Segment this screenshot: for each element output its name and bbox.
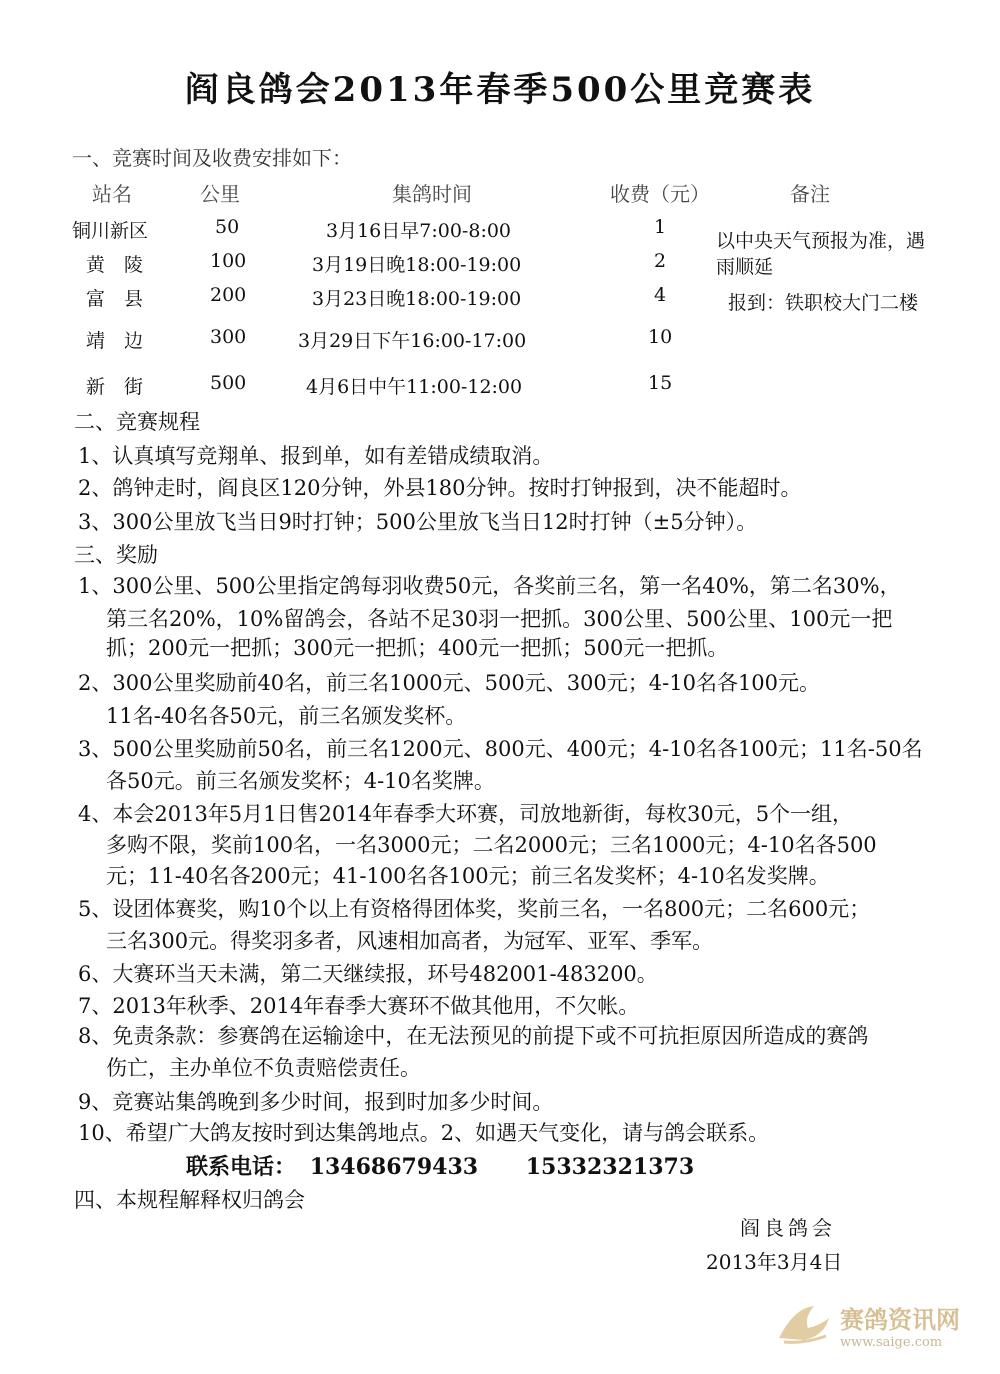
- site-watermark: [774, 1298, 960, 1352]
- contact-line: [186, 1150, 734, 1181]
- reward-item-continued: 各50元。前三名颁发奖杯；4-10名奖牌。: [106, 769, 495, 793]
- schedule-header: [0, 178, 1000, 208]
- rule-item: 3、300公里放飞当日9时打钟；500公里放飞当日12时打钟（±5分钟）。: [78, 510, 758, 534]
- watermark-url: www.saige.com: [840, 1335, 943, 1350]
- station-time: 4月6日中午11:00-12:00: [306, 376, 523, 398]
- station-time: 3月29日下午16:00-17:00: [298, 330, 527, 352]
- header-fee: 收费（元）: [610, 182, 710, 206]
- reward-item-continued: 多购不限，奖前100名，一名3000元；二名2000元；三名1000元；4-10名各500: [106, 833, 877, 857]
- station-name: 铜川新区: [72, 220, 149, 242]
- pigeon-logo-icon: [774, 1298, 834, 1352]
- contact-phone-2: 15332321373: [525, 1154, 695, 1180]
- station-name: 黄 陵: [86, 254, 144, 276]
- reward-item-continued: 第三名20%，10%留鸽会，各站不足30羽一把抓。300公里、500公里、100元一把: [106, 607, 893, 631]
- rule-item: 1、认真填写竞翔单、报到单，如有差错成绩取消。: [78, 444, 554, 468]
- reward-item: 6、大赛环当天未满，第二天继续报，环号482001-483200。: [78, 962, 658, 986]
- reward-item: 2、300公里奖励前40名，前三名1000元、500元、300元；4-10名各100元。: [78, 671, 821, 695]
- document-title: 阎良鸽会2013年春季500公里竞赛表: [184, 70, 816, 110]
- station-time: 3月16日早7:00-8:00: [326, 220, 512, 242]
- header-station: 站名: [92, 182, 132, 206]
- station-name: 靖 边: [86, 330, 144, 352]
- station-distance: 500: [210, 372, 247, 394]
- reward-item: 5、设团体赛奖，购10个以上有资格得团体奖，奖前三名，一名800元；二名600元；: [78, 897, 871, 921]
- rule-item: 2、鸽钟走时，阎良区120分钟，外县180分钟。按时打钟报到，决不能超时。: [78, 476, 802, 500]
- watermark-site-name: 赛鸽资讯网: [840, 1305, 960, 1334]
- station-distance: 300: [210, 326, 247, 348]
- station-fee: 2: [654, 250, 667, 272]
- reward-item: 8、免责条款：参赛鸽在运输途中，在无法预见的前提下或不可抗拒原因所造成的赛鸽: [78, 1024, 869, 1048]
- contact-label: 联系电话：: [186, 1154, 297, 1180]
- station-time: 3月23日晚18:00-19:00: [312, 288, 522, 310]
- section-3-heading: 三、奖励: [74, 543, 158, 567]
- header-time: 集鸽时间: [392, 182, 472, 206]
- reward-item: 9、竞赛站集鸽晚到多少时间，报到时加多少时间。: [78, 1090, 554, 1114]
- signature-date: 2013年3月4日: [706, 1250, 843, 1274]
- reward-item-continued: 三名300元。得奖羽多者，风速相加高者，为冠军、亚军、季军。: [106, 929, 714, 953]
- schedule-row: [0, 326, 1000, 356]
- reward-item: 10、希望广大鸽友按时到达集鸽地点。2、如遇天气变化，请与鸽会联系。: [78, 1121, 770, 1145]
- remark-registration: 报到：铁职校大门二楼: [728, 292, 919, 314]
- remark-weather: 以中央天气预报为准，遇雨顺延: [716, 230, 926, 278]
- header-distance: 公里: [200, 182, 240, 206]
- station-fee: 4: [654, 284, 667, 306]
- signature-org: 阎良鸽会: [740, 1216, 836, 1240]
- header-remark: 备注: [790, 182, 830, 206]
- station-name: 富 县: [86, 288, 144, 310]
- reward-item-continued: 元；11-40名各200元；41-100名各100元；前三名发奖杯；4-10名发奖牌。: [106, 864, 830, 888]
- reward-item-continued: 11名-40名各50元，前三名颁发奖杯。: [106, 704, 467, 728]
- station-distance: 100: [210, 250, 247, 272]
- section-1-heading: 一、竞赛时间及收费安排如下：: [72, 146, 352, 170]
- reward-item: 7、2013年秋季、2014年春季大赛环不做其他用，不欠帐。: [78, 994, 640, 1018]
- station-distance: 50: [215, 216, 240, 238]
- section-2-heading: 二、竞赛规程: [74, 410, 200, 434]
- reward-item: 4、本会2013年5月1日售2014年春季大环赛，司放地新街，每枚30元，5个一组，: [78, 802, 854, 826]
- reward-item: 3、500公里奖励前50名，前三名1200元、800元、400元；4-10名各100元；11名-50名: [78, 737, 923, 761]
- station-time: 3月19日晚18:00-19:00: [312, 254, 522, 276]
- reward-item-continued: 抓；200元一把抓；300元一把抓；400元一把抓；500元一把抓。: [106, 636, 729, 660]
- station-fee: 1: [654, 216, 667, 238]
- station-fee: 15: [648, 372, 673, 394]
- station-distance: 200: [210, 284, 247, 306]
- station-fee: 10: [648, 326, 673, 348]
- reward-item-continued: 伤亡，主办单位不负责赔偿责任。: [106, 1056, 421, 1080]
- section-4-statement: 四、本规程解释权归鸽会: [74, 1188, 305, 1212]
- contact-phone-1: 13468679433: [309, 1154, 479, 1180]
- reward-item: 1、300公里、500公里指定鸽每羽收费50元，各奖前三名，第一名40%，第二名30%，: [78, 574, 901, 598]
- station-name: 新 街: [86, 376, 144, 398]
- schedule-row: [0, 372, 1000, 402]
